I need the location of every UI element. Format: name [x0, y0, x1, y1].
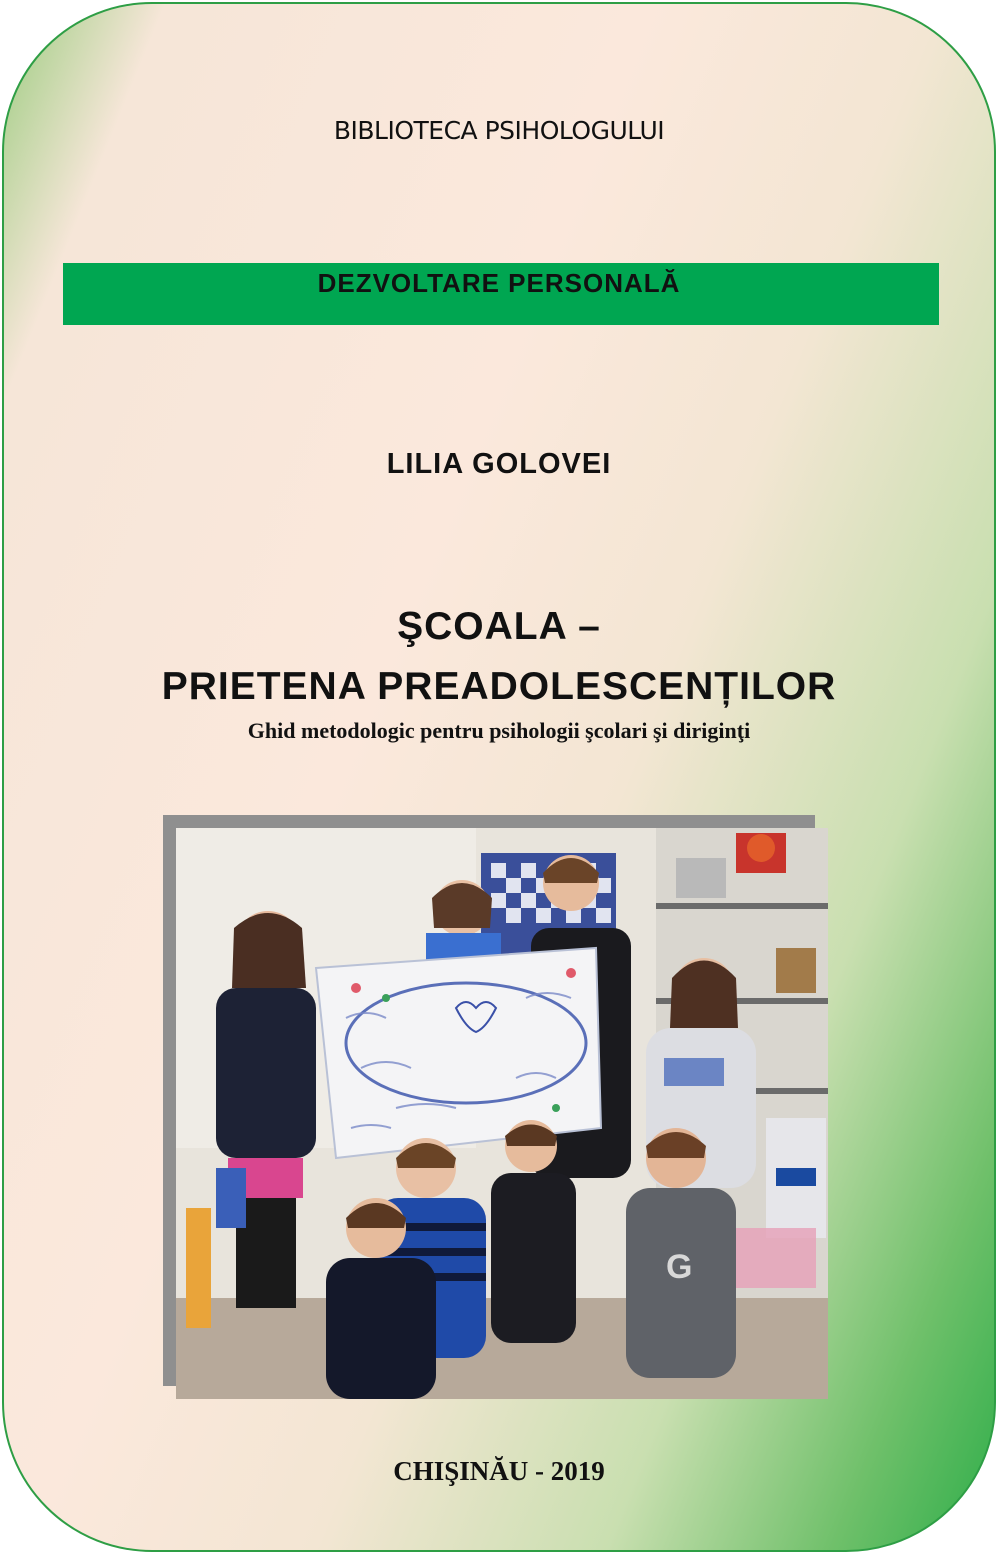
svg-text:G: G: [666, 1248, 693, 1286]
author-name: LILIA GOLOVEI: [386, 448, 612, 480]
book-cover: [2, 2, 996, 1552]
title-line-2: PRIETENA PREADOLESCENȚILOR: [161, 665, 837, 708]
series-name: BIBLIOTECA PSIHOLOGULUI: [333, 116, 665, 145]
place-and-year: CHIŞINĂU - 2019: [393, 1456, 605, 1486]
category-label: DEZVOLTARE PERSONALĂ: [317, 268, 681, 298]
group-photo-illustration: [176, 828, 828, 1399]
title-line-1: ŞCOALA –: [397, 605, 601, 648]
subtitle: Ghid metodologic pentru psihologii şcolari şi diriginţi: [247, 718, 751, 743]
cover-photo: [176, 828, 828, 1399]
